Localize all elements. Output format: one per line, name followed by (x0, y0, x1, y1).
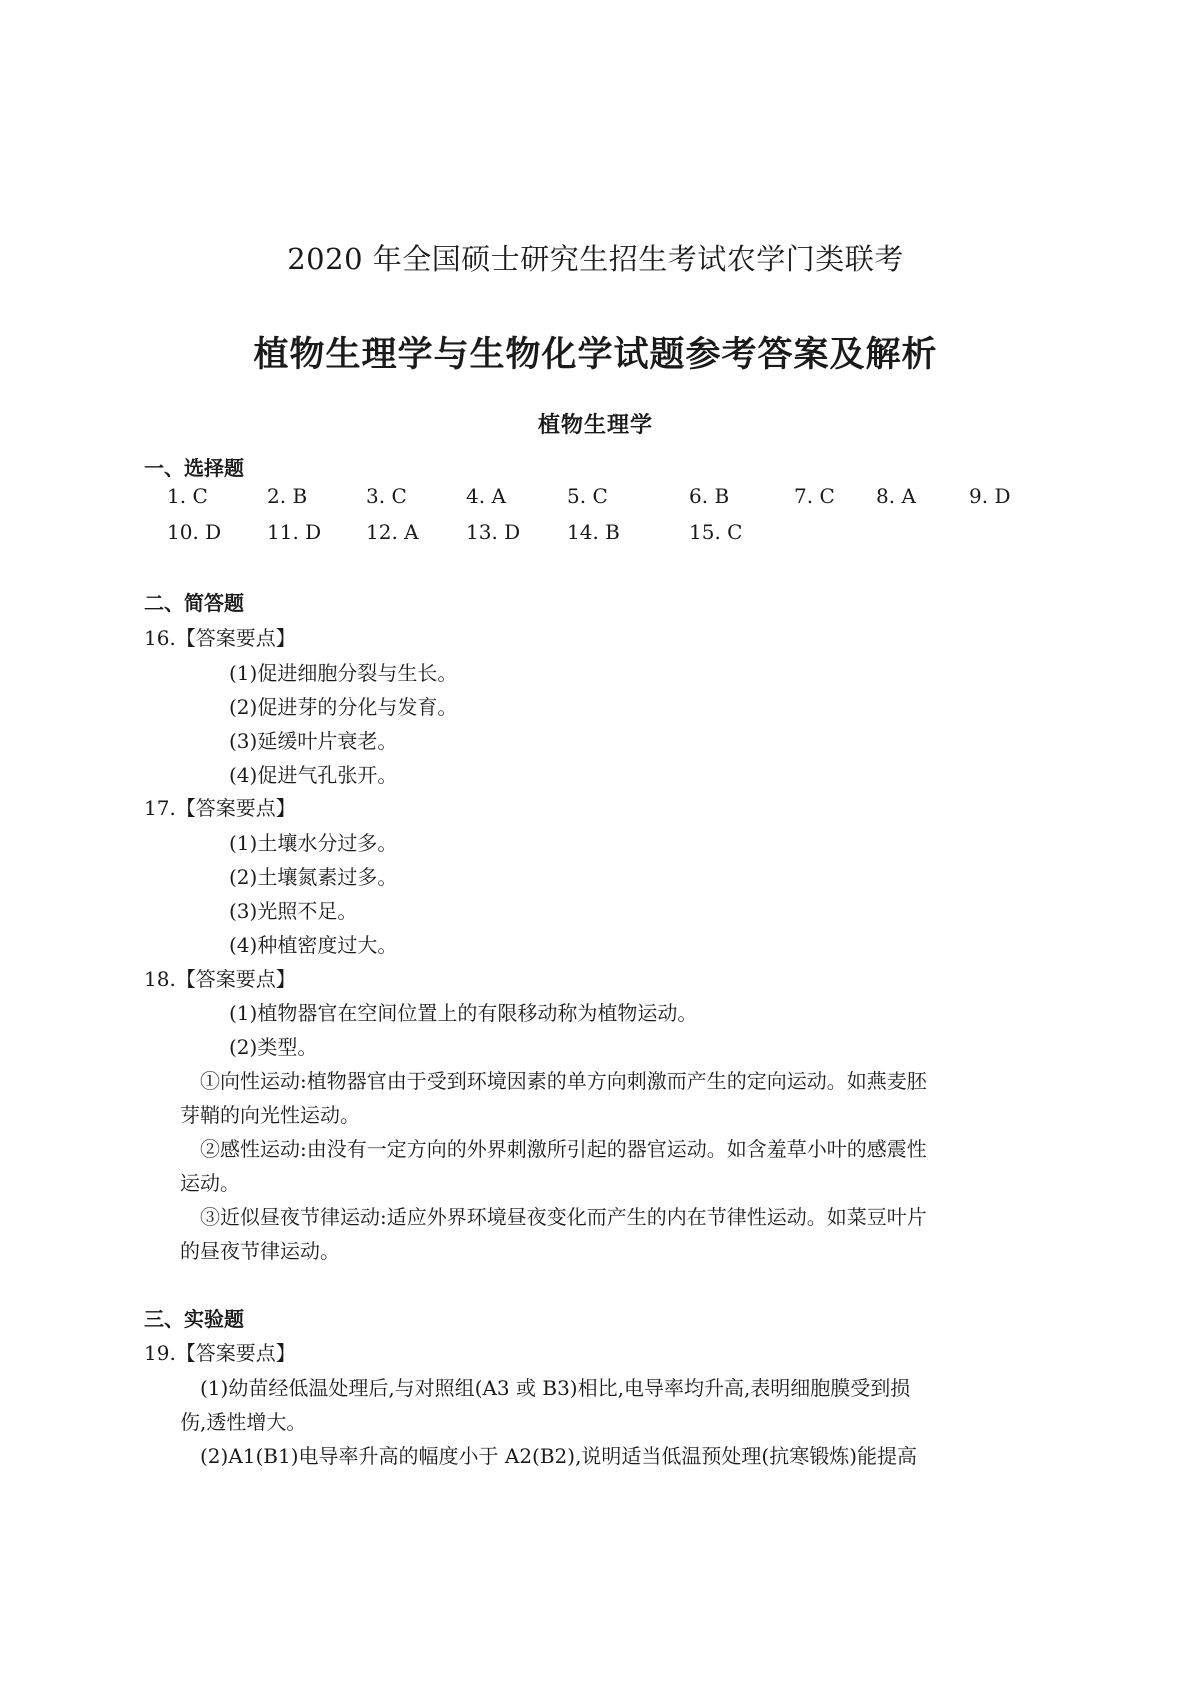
answer-9: 9. D (969, 484, 1011, 508)
q19-point-2: (2)A1(B1)电导率升高的幅度小于 A2(B2),说明适当低温预处理(抗寒锻炼)能提高 (200, 1444, 918, 1468)
q19-point-1-cont: 伤,透性增大。 (180, 1410, 307, 1434)
exam-title: 2020 年全国硕士研究生招生考试农学门类联考 (287, 242, 904, 276)
q17-point-3: (3)光照不足。 (229, 899, 358, 923)
q16-point-1: (1)促进细胞分裂与生长。 (229, 661, 458, 685)
q18-point-2: (2)类型。 (229, 1035, 318, 1059)
answer-14: 14. B (567, 520, 620, 544)
answer-1: 1. C (167, 484, 208, 508)
q16-point-3: (3)延缓叶片衰老。 (229, 729, 398, 753)
answer-11: 11. D (267, 520, 322, 544)
q18-type-1: ①向性运动:植物器官由于受到环境因素的单方向刺激而产生的定向运动。如燕麦胚 (200, 1069, 927, 1093)
section-heading-short-answer: 二、简答题 (144, 591, 244, 615)
answer-7: 7. C (794, 484, 835, 508)
answer-10: 10. D (167, 520, 222, 544)
answer-4: 4. A (466, 484, 506, 508)
answer-12: 12. A (366, 520, 419, 544)
answer-6: 6. B (689, 484, 730, 508)
answer-5: 5. C (567, 484, 608, 508)
q18-type-2-cont: 运动。 (180, 1171, 240, 1195)
q16-point-2: (2)促进芽的分化与发育。 (229, 695, 458, 719)
answer-3: 3. C (366, 484, 407, 508)
q18-type-3-cont: 的昼夜节律运动。 (180, 1239, 340, 1263)
subject-heading: 植物生理学 (537, 413, 653, 438)
answer-13: 13. D (466, 520, 521, 544)
q19-label: 19.【答案要点】 (144, 1341, 296, 1365)
answer-15: 15. C (689, 520, 743, 544)
document-title: 植物生理学与生物化学试题参考答案及解析 (253, 334, 938, 375)
answer-2: 2. B (267, 484, 308, 508)
q18-type-2: ②感性运动:由没有一定方向的外界刺激所引起的器官运动。如含羞草小叶的感震性 (200, 1137, 927, 1161)
q17-point-2: (2)土壤氮素过多。 (229, 865, 398, 889)
answer-8: 8. A (876, 484, 916, 508)
q18-label: 18.【答案要点】 (144, 967, 296, 991)
q18-type-1-cont: 芽鞘的向光性运动。 (180, 1103, 360, 1127)
q16-point-4: (4)促进气孔张开。 (229, 763, 398, 787)
q18-type-3: ③近似昼夜节律运动:适应外界环境昼夜变化而产生的内在节律性运动。如菜豆叶片 (200, 1205, 927, 1229)
q18-point-1: (1)植物器官在空间位置上的有限移动称为植物运动。 (229, 1001, 698, 1025)
section-heading-experiment: 三、实验题 (144, 1307, 244, 1331)
q17-point-4: (4)种植密度过大。 (229, 933, 398, 957)
q17-point-1: (1)土壤水分过多。 (229, 831, 398, 855)
q17-label: 17.【答案要点】 (144, 796, 296, 820)
section-heading-choice: 一、选择题 (144, 456, 244, 480)
q19-point-1: (1)幼苗经低温处理后,与对照组(A3 或 B3)相比,电导率均升高,表明细胞膜受到损 (200, 1376, 911, 1400)
q16-label: 16.【答案要点】 (144, 626, 296, 650)
